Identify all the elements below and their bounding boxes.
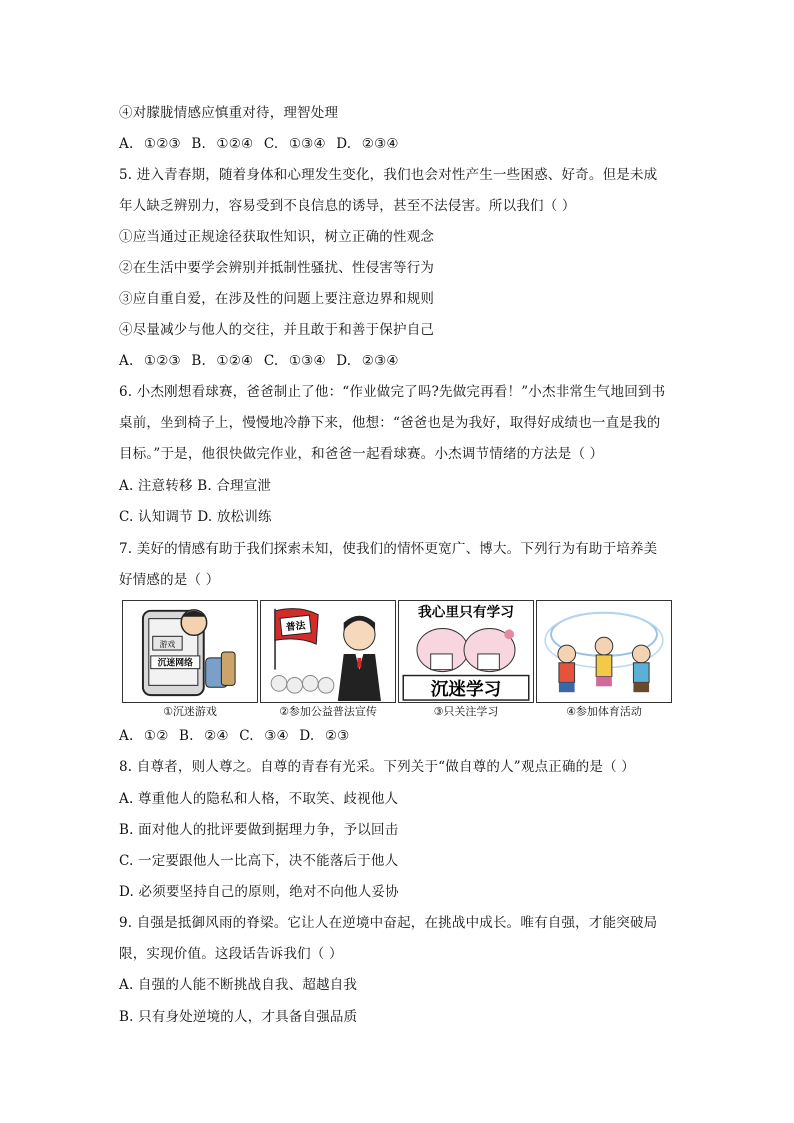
game-label: 游戏 xyxy=(159,640,176,650)
question-9-stem-line-2: 限，实现价值。这段话告诉我们（ ） xyxy=(119,946,343,962)
study-illustration xyxy=(398,600,534,703)
question-4-answers: A. ①②③ B. ①②④ C. ①③④ D. ②③④ xyxy=(119,136,399,152)
question-5-answers: A. ①②③ B. ①②④ C. ①③④ D. ②③④ xyxy=(119,353,399,369)
question-5-option-2: ②在生活中要学会辨别并抵制性骚扰、性侵害等行为 xyxy=(119,260,435,276)
study-banner: 沉迷学习 xyxy=(430,680,502,701)
question-7-stem-line-1: 7. 美好的情感有助于我们探索未知，使我们的情怀更宽广、博大。下列行为有助于培养美 xyxy=(119,541,658,557)
question-4-option-4: ④对朦胧情感应慎重对待，理智处理 xyxy=(119,105,339,121)
question-5-option-3: ③应自重自爱，在涉及性的问题上要注意边界和规则 xyxy=(119,291,435,307)
question-6-stem-line-3: 目标。”于是，他很快做完作业，和爸爸一起看球赛。小杰调节情绪的方法是（ ） xyxy=(119,446,604,462)
question-6-answers-ab: A. 注意转移 B. 合理宣泄 xyxy=(119,478,272,494)
gaming-illustration xyxy=(122,600,258,703)
question-8-option-a: A. 尊重他人的隐私和人格，不取笑、歧视他人 xyxy=(119,791,399,807)
figure-panel-study xyxy=(398,600,534,722)
figure-panel-legal xyxy=(260,600,396,722)
figure-panel-gaming xyxy=(122,600,258,722)
question-6-stem-line-2: 桌前，坐到椅子上，慢慢地冷静下来，他想：“爸爸也是为我好，取得好成绩也一直是我的 xyxy=(119,415,661,431)
study-heading: 我心里只有学习 xyxy=(417,604,515,621)
legal-illustration xyxy=(260,600,396,703)
addiction-label: 沉迷网络 xyxy=(157,658,193,669)
caption-1: ①沉迷游戏 xyxy=(163,705,217,718)
caption-4: ④参加体育活动 xyxy=(566,705,642,718)
caption-2: ②参加公益普法宣传 xyxy=(279,705,377,718)
question-7-figure xyxy=(122,600,674,722)
question-5-stem-line-2: 年人缺乏辨别力，容易受到不良信息的诱导，甚至不法侵害。所以我们（ ） xyxy=(119,198,576,214)
question-9-option-a: A. 自强的人能不断挑战自我、超越自我 xyxy=(119,977,358,993)
flag-text: 普法 xyxy=(285,620,307,634)
question-8-option-b: B. 面对他人的批评要做到据理力争，予以回击 xyxy=(119,822,399,838)
question-8-option-c: C. 一定要跟他人一比高下，决不能落后于他人 xyxy=(119,853,399,869)
question-6-stem-line-1: 6. 小杰刚想看球赛，爸爸制止了他：“作业做完了吗?先做完再看！”小杰非常生气地回到书 xyxy=(119,384,666,400)
question-7-stem-line-2: 好情感的是（ ） xyxy=(119,572,220,588)
question-7-answers: A. ①② B. ②④ C. ③④ D. ②③ xyxy=(119,728,350,744)
figure-panel-sports xyxy=(536,600,672,722)
caption-3: ③只关注学习 xyxy=(433,705,499,718)
question-8-option-d: D. 必须要坚持自己的原则，绝对不向他人妥协 xyxy=(119,884,399,900)
question-9-stem-line-1: 9. 自强是抵御风雨的脊梁。它让人在逆境中奋起，在挑战中成长。唯有自强，才能突破局 xyxy=(119,915,658,931)
question-5-stem-line-1: 5. 进入青春期，随着身体和心理发生变化，我们也会对性产生一些困惑、好奇。但是未成 xyxy=(119,167,658,183)
question-5-option-4: ④尽量减少与他人的交往，并且敢于和善于保护自己 xyxy=(119,322,435,338)
question-8-stem: 8. 自尊者，则人尊之。自尊的青春有光采。下列关于“做自尊的人”观点正确的是（ ） xyxy=(119,759,635,775)
sports-illustration xyxy=(536,600,672,703)
question-9-option-b: B. 只有身处逆境的人，才具备自强品质 xyxy=(119,1009,358,1025)
question-5-option-1: ①应当通过正规途径获取性知识，树立正确的性观念 xyxy=(119,229,435,245)
question-6-answers-cd: C. 认知调节 D. 放松训练 xyxy=(119,509,272,525)
